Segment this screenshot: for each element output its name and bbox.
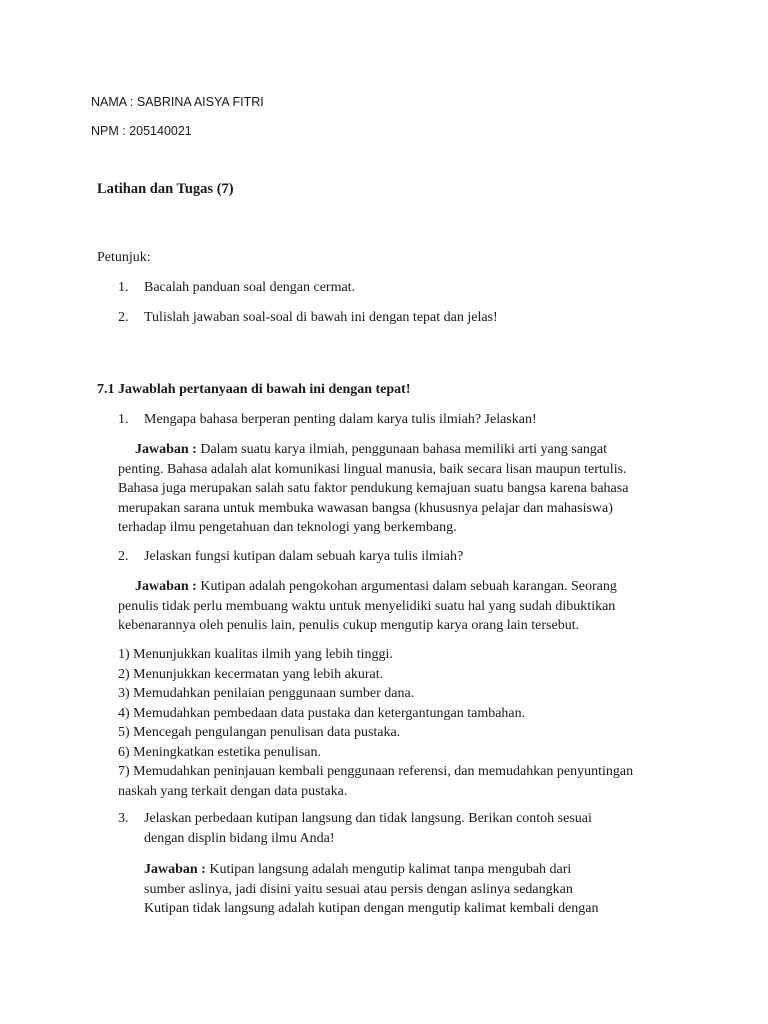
question-number: 2. bbox=[118, 549, 129, 564]
instruction-item bbox=[118, 280, 355, 296]
list-item: 7) Memudahkan peninjauan kembali penggunaan referensi, dan memudahkan penyuntingan bbox=[118, 764, 634, 779]
instruction-number: 2. bbox=[118, 310, 129, 325]
instruction-item bbox=[118, 310, 498, 326]
question-3 bbox=[118, 809, 592, 848]
list-item: 4) Memudahkan pembedaan data pustaka dan ketergantungan tambahan. bbox=[118, 705, 526, 721]
document-title: Latihan dan Tugas (7) bbox=[97, 181, 234, 197]
instructions-label: Petunjuk: bbox=[97, 250, 151, 265]
question-text: dengan displin bidang ilmu Anda! bbox=[144, 830, 335, 846]
list-item: naskah yang terkait dengan data pustaka. bbox=[118, 783, 348, 799]
instruction-text: Tulislah jawaban soal-soal di bawah ini dengan tepat dan jelas! bbox=[144, 310, 498, 325]
list-item: 5) Mencegah pengulangan penulisan data pustaka. bbox=[118, 725, 401, 740]
answer-line: merupakan sarana untuk membuka wawasan bangsa (khususnya pelajar dan mahasiswa) bbox=[118, 500, 613, 516]
answer-label: Jawaban : bbox=[144, 862, 206, 877]
answer-line: Kutipan langsung adalah mengutip kalimat tanpa mengubah dari bbox=[209, 862, 572, 877]
answer-line: Kutipan adalah pengokohan argumentasi dalam sebuah karangan. Seorang bbox=[200, 579, 617, 594]
student-name: NAMA : SABRINA AISYA FITRI bbox=[91, 95, 264, 109]
list-item: 3) Memudahkan penilaian penggunaan sumber dana. bbox=[118, 686, 415, 701]
answer-line: Bahasa juga merupakan salah satu faktor pendukung kemajuan suatu bangsa karena bahasa bbox=[118, 481, 629, 496]
answer-label: Jawaban : bbox=[135, 579, 197, 594]
answer-2 bbox=[118, 577, 617, 636]
instruction-text: Bacalah panduan soal dengan cermat. bbox=[144, 280, 356, 295]
student-npm: NPM : 205140021 bbox=[91, 124, 192, 138]
list-item: 1) Menunjukkan kualitas ilmih yang lebih tinggi. bbox=[118, 647, 393, 662]
question-1 bbox=[118, 412, 537, 428]
section-title: 7.1 Jawablah pertanyaan di bawah ini dengan tepat! bbox=[97, 382, 411, 397]
function-list bbox=[118, 645, 633, 801]
list-item: 2) Menunjukkan kecermatan yang lebih akurat. bbox=[118, 666, 384, 682]
answer-line: kebenarannya oleh penulis lain, penulis cukup mengutip karya orang lain tersebut. bbox=[118, 618, 580, 633]
question-text: Mengapa bahasa berperan penting dalam karya tulis ilmiah? Jelaskan! bbox=[144, 412, 537, 427]
answer-line: Dalam suatu karya ilmiah, penggunaan bahasa memiliki arti yang sangat bbox=[200, 442, 608, 457]
question-text: Jelaskan fungsi kutipan dalam sebuah karya tulis ilmiah? bbox=[144, 549, 464, 564]
answer-label: Jawaban : bbox=[135, 442, 197, 457]
question-number: 3. bbox=[118, 811, 129, 826]
answer-line: Kutipan tidak langsung adalah kutipan dengan mengutip kalimat kembali dengan bbox=[144, 901, 599, 916]
question-number: 1. bbox=[118, 412, 129, 427]
answer-line: terhadap ilmu pengetahuan dan teknologi yang berkembang. bbox=[118, 520, 457, 535]
answer-line: penting. Bahasa adalah alat komunikasi lingual manusia, baik secara lisan maupun tertulis. bbox=[118, 461, 627, 477]
list-item: 6) Meningkatkan estetika penulisan. bbox=[118, 744, 321, 760]
question-2 bbox=[118, 549, 463, 565]
answer-line: penulis tidak perlu membuang waktu untuk menyelidiki suatu hal yang sudah dibuktikan bbox=[118, 598, 616, 614]
answer-1 bbox=[118, 440, 628, 538]
answer-line: sumber aslinya, jadi disini yaitu sesuai atau persis dengan aslinya sedangkan bbox=[144, 881, 573, 897]
answer-3 bbox=[144, 860, 599, 919]
instruction-number: 1. bbox=[118, 280, 129, 295]
question-text: Jelaskan perbedaan kutipan langsung dan tidak langsung. Berikan contoh sesuai bbox=[144, 811, 592, 826]
